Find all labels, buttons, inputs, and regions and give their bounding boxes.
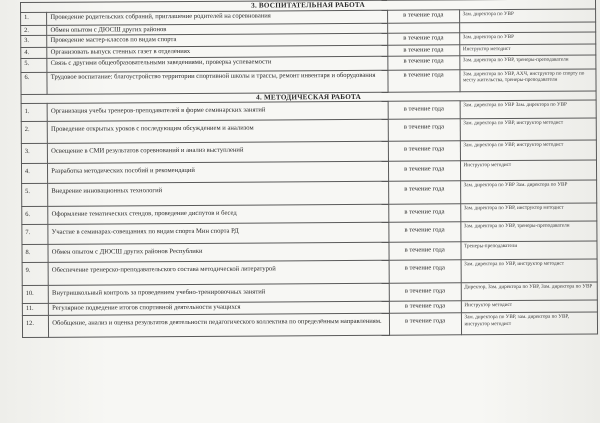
row-number: 9.: [22, 263, 48, 286]
row-number: 10.: [22, 286, 48, 304]
table-row: [22, 312, 597, 338]
activity-cell: Обеспечение тренерско-преподавательского состава методической литературой: [48, 261, 389, 286]
row-number: 11.: [22, 304, 48, 316]
term-cell: в течение года: [388, 181, 460, 204]
term-cell: в течение года: [388, 56, 460, 70]
activity-cell: Проведение родительских собраний, приглашение родителей на соревнования: [47, 10, 388, 25]
term-cell: в течение года: [388, 119, 460, 141]
row-number: 5.: [22, 184, 48, 207]
responsible-cell: Зам. директора по УВР: [459, 32, 596, 45]
row-number: 3.: [21, 144, 47, 164]
row-number: 6.: [21, 72, 47, 94]
term-cell: в течение года: [388, 45, 460, 56]
activity-cell: Проведение мастер-классов по видам спорта: [47, 33, 388, 47]
activity-cell: Трудовое воспитание: благоустройство территории спортивной школы и трассы, ремонт инвентаря и оборудования: [47, 70, 388, 94]
activity-cell: Оформление тематических стендов, проведение диспутов и бесед: [48, 205, 389, 225]
activity-cell: Разработка методических пособий и рекомендаций: [48, 162, 389, 184]
section-title: 3. ВОСПИТАТЕЛЬНАЯ РАБОТА: [21, 0, 596, 12]
term-cell: в течение года: [389, 283, 461, 301]
term-cell: в течение года: [388, 161, 460, 181]
row-number: 2.: [21, 122, 47, 144]
row-number: 1.: [21, 104, 47, 122]
responsible-cell: Тренеры-преподаватели: [461, 241, 598, 260]
term-cell: в течение года: [389, 222, 461, 242]
responsible-cell: Инструктор методист: [460, 160, 597, 181]
responsible-cell: Зам. директора по УВР Зам. директора по УВР: [460, 180, 597, 204]
row-number: 2.: [21, 25, 47, 36]
term-cell: в течение года: [387, 9, 459, 22]
activity-cell: Внутришкольный контроль за проведением учебно-тренировочных занятий: [48, 284, 389, 304]
responsible-cell: Зам. директора по УВР, инструктор методист: [461, 259, 598, 283]
row-number: 7.: [22, 225, 48, 245]
term-cell: в течение года: [389, 301, 461, 313]
term-cell: [387, 22, 459, 33]
term-cell: в течение года: [389, 242, 461, 260]
row-number: 6.: [22, 207, 48, 225]
term-cell: в течение года: [388, 33, 460, 45]
row-number: 8.: [22, 245, 48, 263]
term-cell: в течение года: [388, 141, 460, 161]
activity-cell: Участие в семинарах-совещаниях по видам спорта Мин спорта РД: [48, 223, 389, 245]
activity-cell: Регулярное подведение итогов спортивной деятельности учащихся: [49, 302, 390, 316]
responsible-cell: Зам. директора по УВР, инструктор методист: [460, 203, 597, 222]
activity-cell: Освещение в СМИ результатов соревнований и анализ выступлений: [48, 142, 389, 164]
responsible-cell: Зам. директора по УВР, тренеры-преподаватели: [460, 221, 597, 242]
responsible-cell: Зам. директора по УВР: [459, 9, 596, 23]
responsible-cell: Зам. директора по УВР, зам. директора по УВР, инструктор методист: [461, 312, 598, 335]
activity-cell: Внедрение инновационных технологий: [48, 182, 389, 207]
term-cell: в течение года: [389, 204, 461, 222]
responsible-cell: Зам. директора по УВР, АХЧ, инструктор по спорту по месту жительства, тренеры-преподаватели: [459, 69, 596, 92]
responsible-cell: Зам. директора по УВР, инструктор методист: [460, 140, 597, 161]
responsible-cell: Директор, Зам. директора по УВР, Зам. директора по УВР: [461, 282, 598, 301]
term-cell: в течение года: [388, 70, 460, 92]
term-cell: в течение года: [389, 260, 461, 283]
activity-cell: Организовать выпуск стенных газет в отделениях: [47, 45, 388, 58]
row-number: 4.: [21, 48, 47, 59]
responsible-cell: Инструктор методист: [459, 44, 596, 55]
row-number: 12.: [22, 316, 48, 338]
term-cell: в течение года: [389, 313, 461, 335]
activity-cell: Связь с другими общеобразовательными заведениями, проверка успеваемости: [47, 56, 388, 72]
activity-cell: Обмен опытом с ДЮСШ других районов Республики: [48, 243, 389, 263]
responsible-cell: Зам. директора по УВР Зам. директора по УВР: [460, 100, 597, 119]
responsible-cell: [459, 22, 596, 33]
row-number: 1.: [21, 12, 47, 25]
activity-cell: Обмен опытом с ДЮСШ других районов: [47, 23, 388, 36]
responsible-cell: Зам. директора по УВР, тренеры-преподаватели: [459, 55, 596, 70]
responsible-cell: Инструктор методист: [461, 300, 598, 313]
plan-table: [20, 0, 598, 338]
activity-cell: Проведение открытых уроков с последующим обсуждением и анализом: [47, 120, 388, 144]
responsible-cell: Зам. директора по УВР, инструктор методист: [460, 118, 597, 141]
row-number: 3.: [21, 36, 47, 48]
section-title: 4. МЕТОДИЧЕСКАЯ РАБОТА: [21, 91, 596, 104]
activity-cell: Организация учебы тренеров-преподавателей в форме семинарских занятий: [47, 102, 388, 122]
activity-cell: Обобщение, анализ и оценка результатов деятельности педагогического коллектива по определённым направлениям.: [49, 314, 390, 338]
term-cell: в течение года: [388, 101, 460, 119]
row-number: 4.: [21, 164, 47, 184]
table-row: [22, 259, 597, 286]
row-number: 5.: [21, 58, 47, 72]
